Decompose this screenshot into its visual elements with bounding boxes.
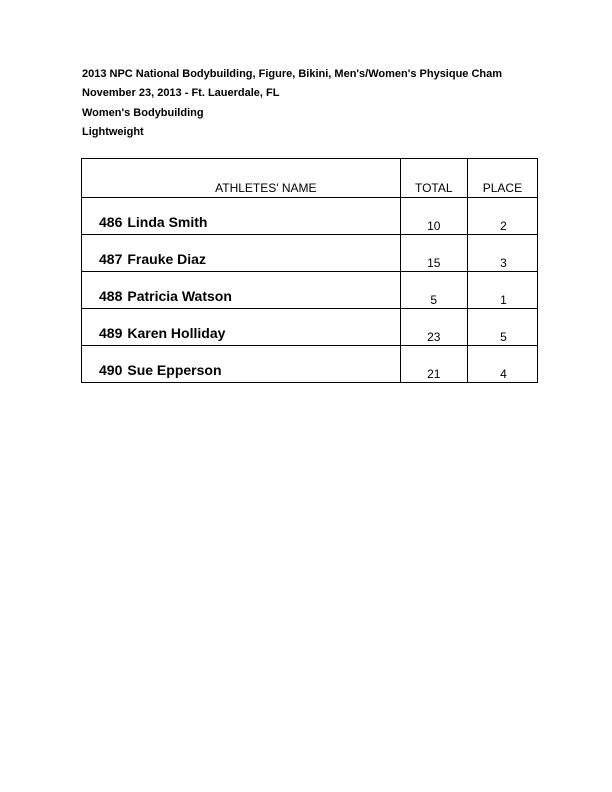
athlete-name: Patricia Watson (127, 288, 232, 304)
weight-class-label: Lightweight (82, 126, 144, 138)
place-cell: 4 (467, 346, 537, 383)
place-cell: 1 (467, 272, 537, 309)
place-cell: 2 (467, 198, 537, 235)
event-title: 2013 NPC National Bodybuilding, Figure, Bikini, Men's/Women's Physique Cham (82, 68, 503, 80)
athlete-number: 487 (99, 251, 123, 267)
total-cell: 23 (400, 309, 467, 346)
athlete-name-cell (82, 272, 401, 309)
table-row (82, 272, 538, 309)
table-header-row (82, 159, 538, 198)
table-row (82, 309, 538, 346)
athlete-number: 486 (99, 214, 123, 230)
total-cell: 5 (400, 272, 467, 309)
column-header-total: TOTAL (400, 159, 467, 198)
table-row (82, 346, 538, 383)
total-cell: 10 (400, 198, 467, 235)
athlete-name: Sue Epperson (127, 362, 222, 378)
athlete-name: Karen Holliday (127, 325, 226, 341)
table-row (82, 235, 538, 272)
total-cell: 15 (400, 235, 467, 272)
athlete-name-cell (82, 309, 401, 346)
column-header-place: PLACE (467, 159, 537, 198)
athlete-number: 490 (99, 362, 123, 378)
athlete-number: 488 (99, 288, 123, 304)
athlete-number: 489 (99, 325, 123, 341)
place-cell: 3 (467, 235, 537, 272)
table-row (82, 198, 538, 235)
place-cell: 5 (467, 309, 537, 346)
total-cell: 21 (400, 346, 467, 383)
athlete-name-cell (82, 235, 401, 272)
athlete-name-cell (82, 198, 401, 235)
column-header-athletes-name: ATHLETES' NAME (82, 159, 401, 198)
athlete-name: Frauke Diaz (127, 251, 206, 267)
athlete-name-cell (82, 346, 401, 383)
event-date-location: November 23, 2013 - Ft. Lauerdale, FL (82, 87, 280, 99)
results-table (81, 158, 538, 383)
division-label: Women's Bodybuilding (82, 107, 204, 119)
athlete-name: Linda Smith (127, 214, 208, 230)
